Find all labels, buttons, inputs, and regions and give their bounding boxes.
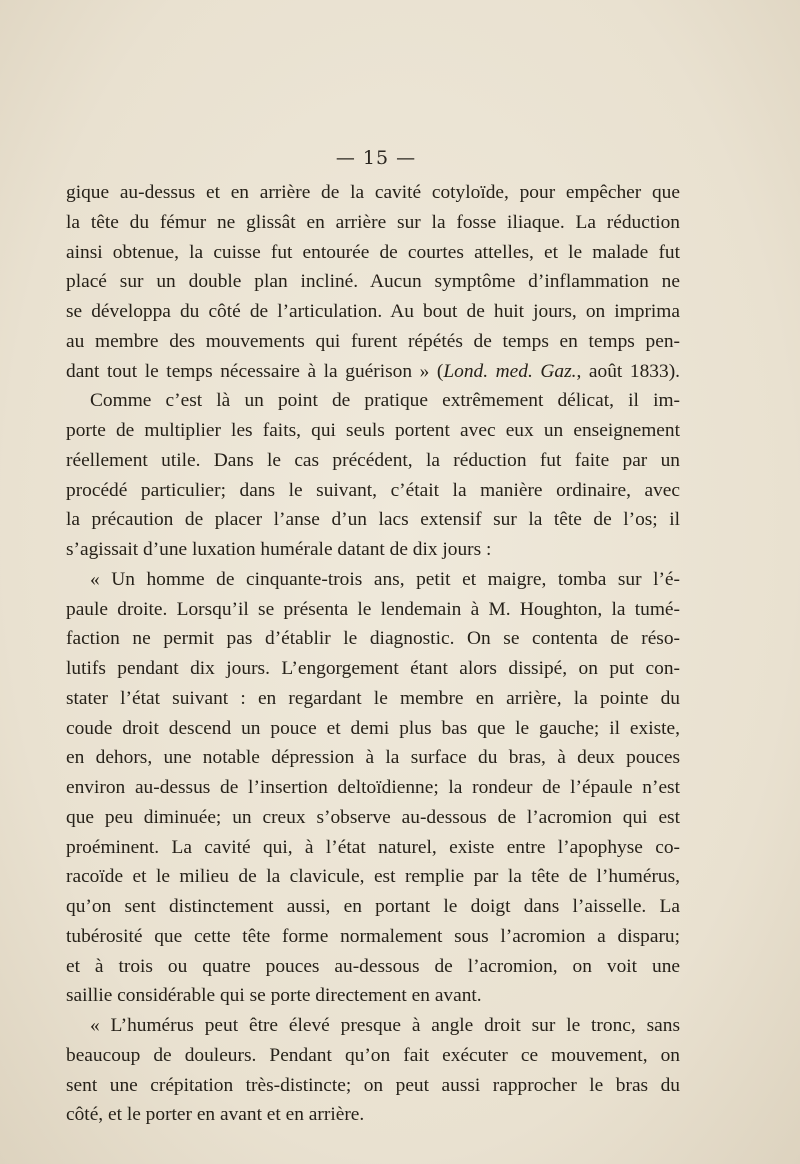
text-line [66, 386, 680, 416]
text-line-content: paule droite. Lorsqu’il se présenta le lendemain à M. Houghton, la tumé- [66, 598, 680, 620]
text-line [66, 416, 680, 446]
citation-title: Lond. med. Gaz. [443, 360, 577, 382]
text-line [66, 505, 680, 535]
text-line-content: la précaution de placer l’anse d’un lacs extensif sur la tête de l’os; il [66, 509, 680, 531]
text-line [66, 892, 680, 922]
text-line-content: beaucoup de douleurs. Pendant qu’on fait exécuter ce mouvement, on [66, 1044, 680, 1066]
text-line [66, 981, 680, 1011]
text-line [66, 208, 680, 238]
text-line [66, 446, 680, 476]
text-line [66, 535, 680, 565]
text-line-content: Comme c’est là un point de pratique extrêmement délicat, il im- [90, 390, 680, 412]
text-line [66, 297, 680, 327]
text-line-content: gique au-dessus et en arrière de la cavité cotyloïde, pour empêcher que [66, 182, 680, 203]
text-line [66, 714, 680, 744]
text-line [66, 178, 680, 208]
text-line-content: placé sur un double plan incliné. Aucun symptôme d’inflammation ne [66, 271, 680, 293]
text-line-content: « L’humérus peut être élevé presque à angle droit sur le tronc, sans [90, 1015, 680, 1036]
text-line [66, 833, 680, 863]
text-line-content: au membre des mouvements qui furent répétés de temps en temps pen- [66, 330, 680, 352]
text-line-content: procédé particulier; dans le suivant, c’était la manière ordinaire, avec [66, 479, 680, 501]
text-line-content: la tête du fémur ne glissât en arrière sur la fosse iliaque. La réduction [66, 211, 680, 233]
text-line [66, 684, 680, 714]
page-number: — 15 — [335, 147, 417, 169]
text-line [66, 743, 680, 773]
text-line-content: sent une crépitation très-distincte; on peut aussi rapprocher le bras du [66, 1074, 680, 1096]
text-line-content: proéminent. La cavité qui, à l’état naturel, existe entre l’apophyse co- [66, 836, 680, 858]
text-line-content: environ au-dessus de l’insertion deltoïdienne; la rondeur de l’épaule n’est [66, 777, 680, 798]
text-line [66, 327, 680, 357]
text-line [66, 1011, 680, 1041]
text-line [66, 922, 680, 952]
text-line [66, 476, 680, 506]
citation-date: , août 1833). [576, 360, 680, 382]
text-line [66, 565, 680, 595]
text-line-content: et à trois ou quatre pouces au-dessous de l’acromion, on voit une [66, 955, 680, 977]
text-line [66, 595, 680, 625]
text-line-content: racoïde et le milieu de la clavicule, est remplie par la tête de l’humérus, [66, 866, 680, 888]
text-line [66, 952, 680, 982]
text-line [66, 773, 680, 803]
text-line-content: réellement utile. Dans le cas précédent, la réduction fut faite par un [66, 449, 680, 471]
text-line-content: stater l’état suivant : en regardant le membre en arrière, la pointe du [66, 687, 680, 709]
text-line [66, 803, 680, 833]
text-line-content: lutifs pendant dix jours. L’engorgement étant alors dissipé, on put con- [66, 658, 680, 679]
body-text [66, 178, 680, 1130]
text-line-content: qu’on sent distinctement aussi, en portant le doigt dans l’aisselle. La [66, 896, 680, 917]
text-line [66, 1100, 680, 1130]
text-line-content: tubérosité que cette tête forme normalement sous l’acromion a disparu; [66, 925, 680, 947]
text-line [66, 654, 680, 684]
text-line-content: porte de multiplier les faits, qui seuls portent avec eux un enseignement [66, 420, 680, 441]
text-line [66, 238, 680, 268]
text-line-content: dant tout le temps nécessaire à la guérison » ( [66, 360, 444, 382]
text-line [66, 624, 680, 654]
text-line-content: coude droit descend un pouce et demi plus bas que le gauche; il existe, [66, 717, 680, 739]
text-line-content: que peu diminuée; un creux s’observe au-dessous de l’acromion qui est [66, 806, 680, 828]
text-line [66, 1041, 680, 1071]
text-line [66, 862, 680, 892]
text-line [66, 267, 680, 297]
text-line-content: côté, et le porter en avant et en arrière. [66, 1104, 365, 1126]
text-line [66, 1071, 680, 1101]
text-line-content: saillie considérable qui se porte directement en avant. [66, 985, 482, 1007]
text-line-content: ainsi obtenue, la cuisse fut entourée de courtes attelles, et le malade fut [66, 241, 680, 263]
text-line-content: se développa du côté de l’articulation. Au bout de huit jours, on imprima [66, 301, 680, 322]
text-line-content: faction ne permit pas d’établir le diagnostic. On se contenta de réso- [66, 628, 680, 650]
text-line-content: en dehors, une notable dépression à la surface du bras, à deux pouces [66, 747, 680, 769]
text-line-content: « Un homme de cinquante-trois ans, petit et maigre, tomba sur l’é- [90, 568, 680, 590]
text-line-content: s’agissait d’une luxation humérale datant de dix jours : [66, 539, 492, 560]
text-line [66, 357, 680, 387]
